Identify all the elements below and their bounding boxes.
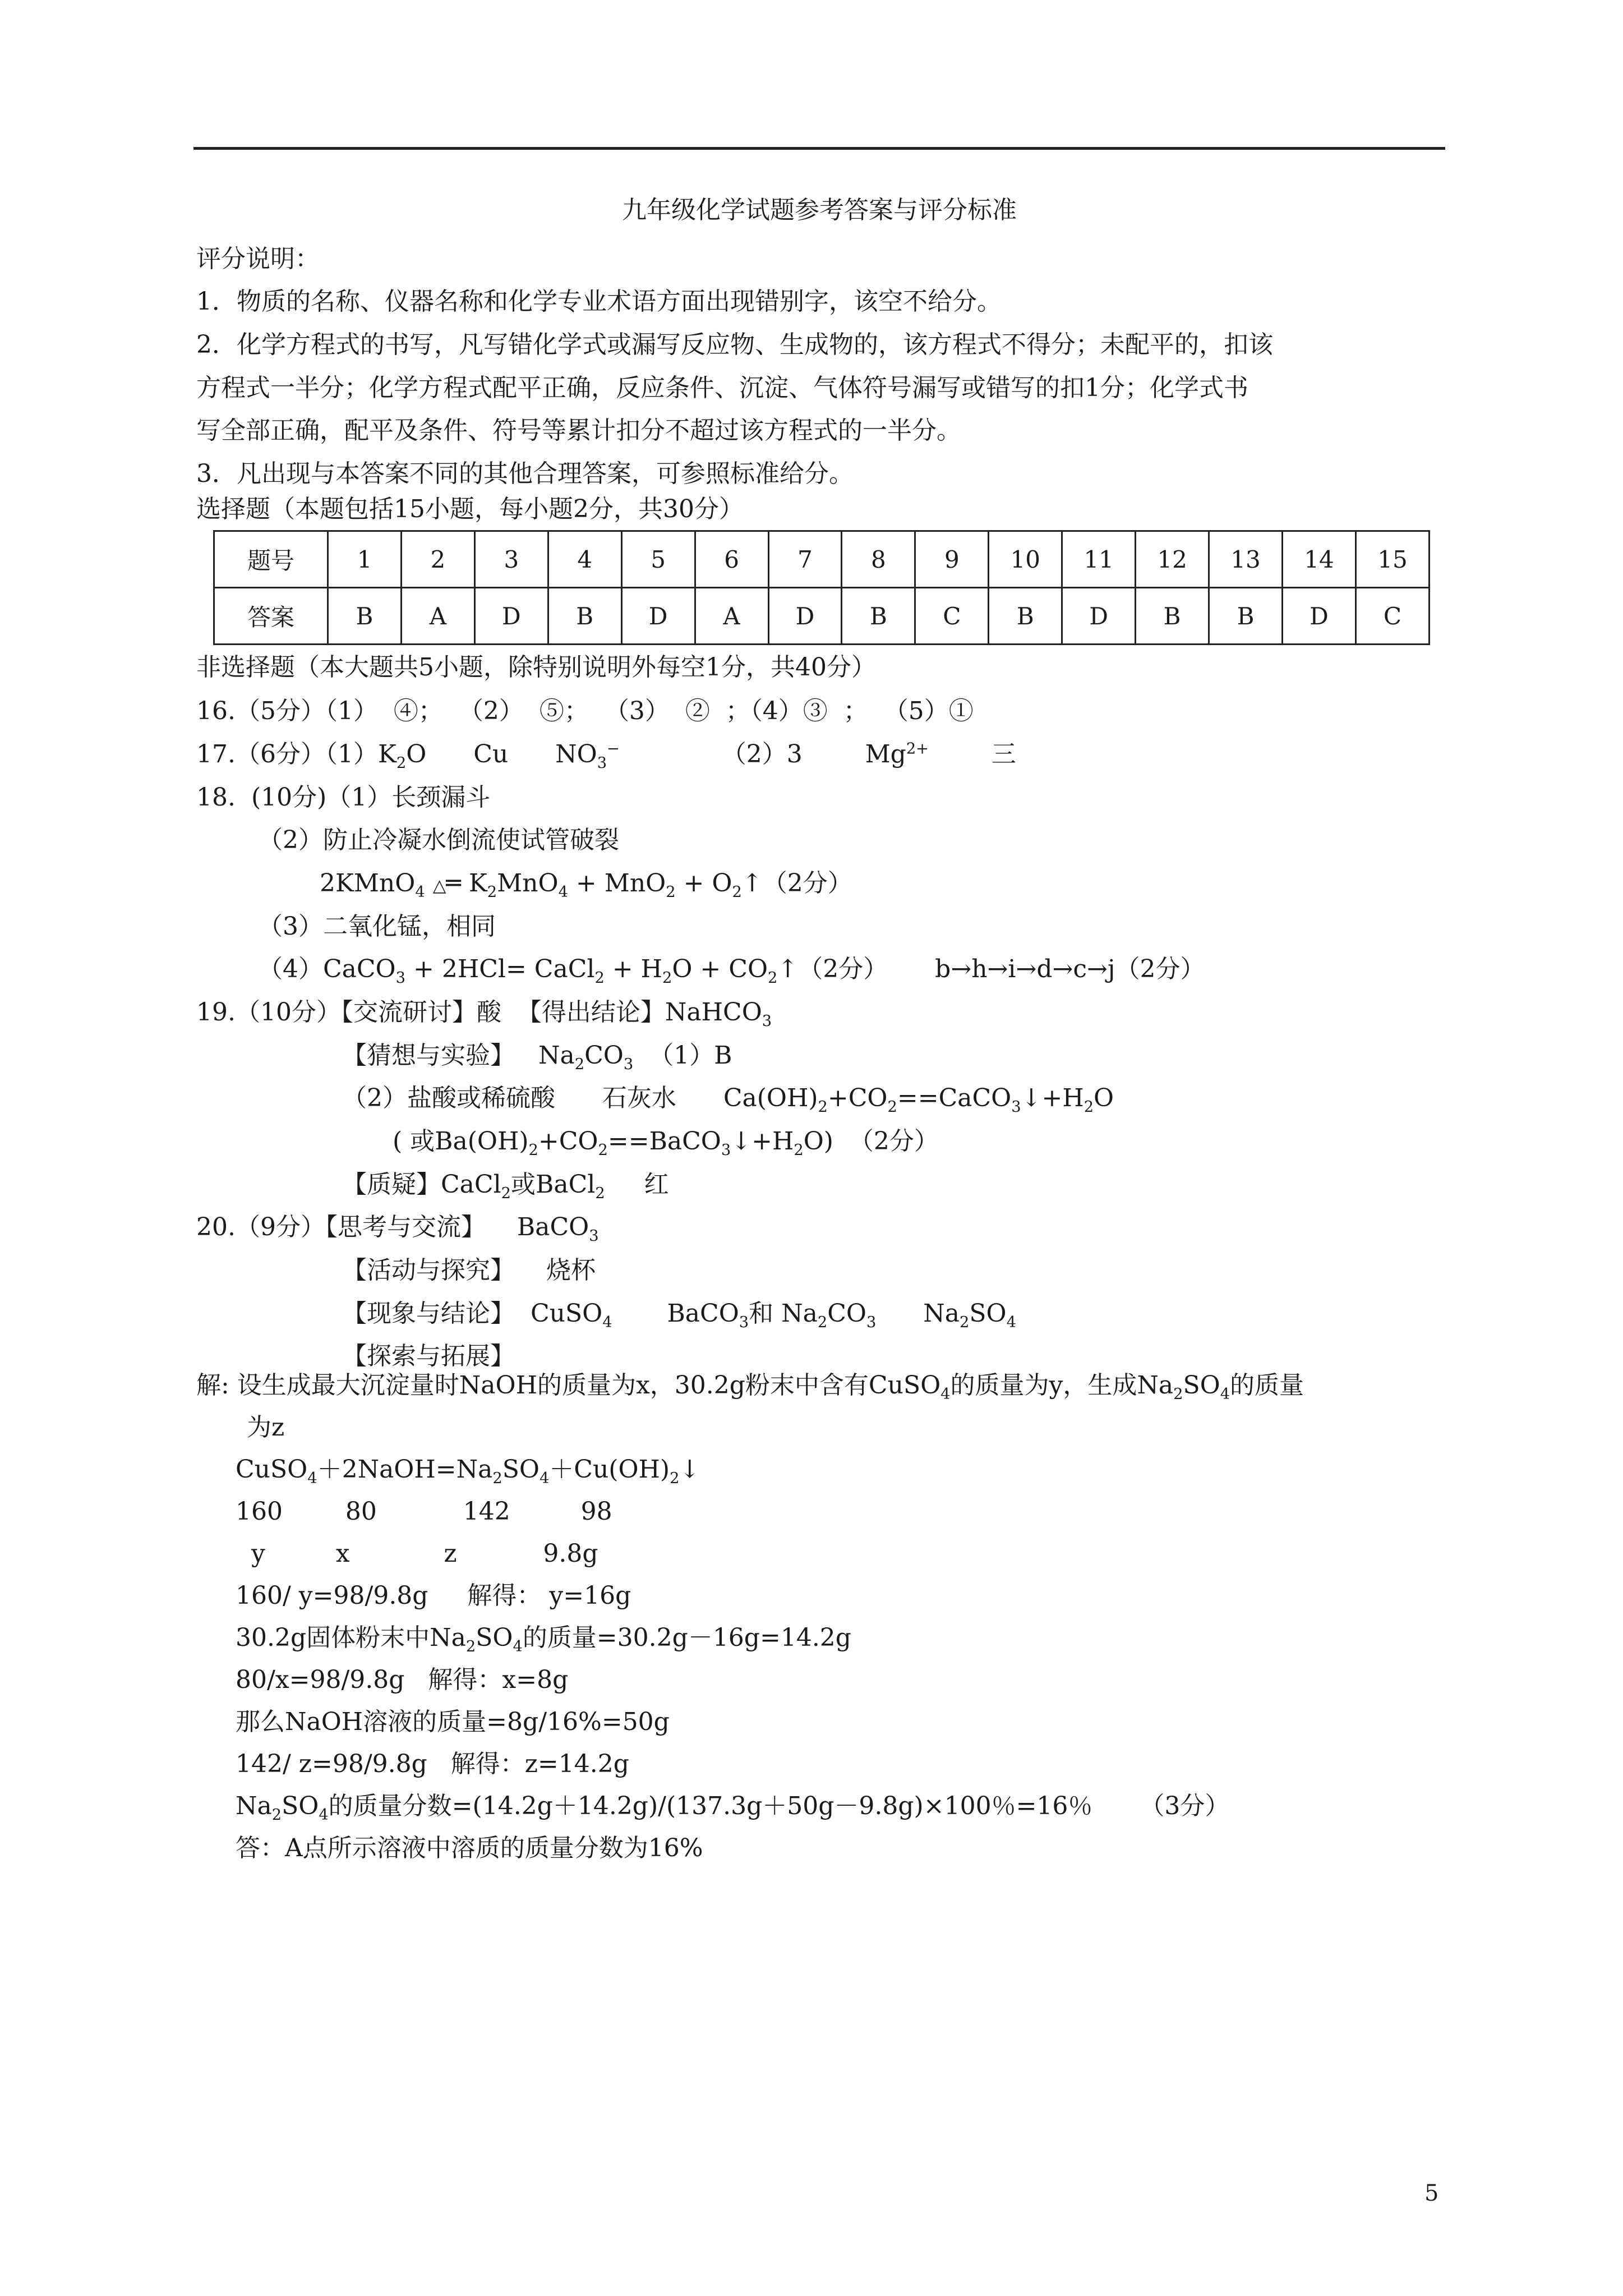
answer-cell: B	[1209, 588, 1283, 645]
text-line: 19.（10分）【交流研讨】酸 【得出结论】NaHCO$_3$	[196, 998, 772, 1030]
question-number-cell: 15	[1355, 531, 1429, 588]
text-line: 160 80 142 98	[236, 1497, 612, 1526]
text-line: 【探索与拓展】	[342, 1342, 515, 1370]
question-number-cell: 4	[548, 531, 621, 588]
text-line: 2KMnO$_4$ △═ $K_2MnO_4 + MnO_2$ + $O_2↑(2$分）	[320, 869, 852, 901]
text-line: （4）CaCO$_3$ + 2HCl= CaCl$_2$ + $H_2O$ + $CO_2↑(2$分） b→h→i→d→c→j（2分）	[258, 955, 1205, 987]
table-row-answers	[214, 588, 1430, 645]
choice-answer-table	[213, 530, 1430, 645]
question-number-cell: 8	[842, 531, 915, 588]
header-rule	[193, 147, 1445, 150]
question-number-cell: 10	[989, 531, 1062, 588]
text-line: y x z 9.8g	[236, 1539, 598, 1568]
text-line: （2）防止冷凝水倒流使试管破裂	[258, 826, 619, 854]
text-line: 【猜想与实验】 $Na_2CO_3$ （1）B	[342, 1041, 732, 1073]
question-number-cell: 14	[1282, 531, 1355, 588]
answer-cell: B	[842, 588, 915, 645]
text-line: 为z	[247, 1413, 285, 1442]
question-number-cell: 3	[474, 531, 548, 588]
question-number-cell: 12	[1136, 531, 1209, 588]
text-line: 142/ z=98/9.8g 解得：z=14.2g	[236, 1750, 629, 1778]
question-number-cell: 1	[328, 531, 402, 588]
text-line: $Na_2SO_4$的质量分数=(14.2g＋14.2g)/(137.3g＋50g－9.8g)×100％=16％ （3分）	[236, 1792, 1230, 1824]
text-line: ( 或$Ba(OH)_2+CO_2==BaCO_3↓+H_2O$) （2分）	[393, 1127, 939, 1159]
question-number-cell: 2	[401, 531, 474, 588]
answer-cell: B	[1136, 588, 1209, 645]
answer-cell: B	[989, 588, 1062, 645]
answer-cell: D	[768, 588, 842, 645]
answer-cell: C	[1355, 588, 1429, 645]
page-number: 5	[1424, 2180, 1439, 2206]
answer-cell: A	[695, 588, 768, 645]
answer-cell: D	[1062, 588, 1136, 645]
text-line: 2．化学方程式的书写，凡写错化学式或漏写反应物、生成物的，该方程式不得分；未配平的，扣该	[196, 330, 1273, 359]
row-label-number: 题号	[214, 531, 328, 588]
question-number-cell: 6	[695, 531, 768, 588]
question-number-cell: 9	[915, 531, 989, 588]
text-line: 80/x=98/9.8g 解得：x=8g	[236, 1665, 569, 1694]
text-line: 【活动与探究】 烧杯	[342, 1256, 596, 1285]
text-line: 16.（5分）（1） ④； （2） ⑤； （3） ② ；（4）③ ； （5）①	[196, 697, 974, 725]
answer-cell: D	[474, 588, 548, 645]
answer-cell: A	[401, 588, 474, 645]
text-line: 【现象与结论】 CuSO$_4$ BaCO$_3$和 $Na_2CO_3$ $Na_2SO_4$	[342, 1299, 1016, 1331]
question-number-cell: 13	[1209, 531, 1283, 588]
text-line: 解: 设生成最大沉淀量时NaOH的质量为x，30.2g粉末中含有CuSO$_4$的质量为y，生成$Na_2SO_4$的质量	[196, 1371, 1304, 1403]
row-label-answer: 答案	[214, 588, 328, 645]
text-line: 3．凡出现与本答案不同的其他合理答案，可参照标准给分。	[196, 459, 854, 488]
answer-cell: D	[1282, 588, 1355, 645]
text-line: 30.2g固体粉末中$Na_2SO_4$的质量=30.2g－16g=14.2g	[236, 1623, 851, 1655]
text-line: （2）盐酸或稀硫酸 石灰水 $Ca(OH)_2+CO_2==CaCO_3↓+H_2O$	[342, 1084, 1114, 1116]
question-number-cell: 7	[768, 531, 842, 588]
text-line: 选择题（本题包括15小题，每小题2分，共30分）	[196, 495, 744, 523]
text-line: 【质疑】CaCl$_2$或BaCl$_2$ 红	[342, 1170, 669, 1202]
question-number-cell: 5	[621, 531, 695, 588]
answer-cell: B	[548, 588, 621, 645]
text-line: $CuSO_4+2NaOH=Na_2SO_4+Cu(OH)_2↓$	[236, 1455, 700, 1487]
text-line: 17.（6分）$(1)K_2O$ Cu $NO_3^-$ （2）3 $Mg^{2+}$ 三	[196, 740, 1016, 772]
text-line: 写全部正确，配平及条件、符号等累计扣分不超过该方程式的一半分。	[196, 416, 961, 445]
text-line: 非选择题（本大题共5小题，除特别说明外每空1分，共40分）	[196, 653, 876, 682]
text-line: 1．物质的名称、仪器名称和化学专业术语方面出现错别字，该空不给分。	[196, 287, 1002, 316]
page-title: 九年级化学试题参考答案与评分标准	[622, 196, 1017, 224]
text-line: 评分说明：	[196, 245, 320, 273]
text-line: 方程式一半分；化学方程式配平正确，反应条件、沉淀、气体符号漏写或错写的扣1分；化学式书	[196, 374, 1248, 402]
text-line: （3）二氧化锰，相同	[258, 912, 496, 941]
text-line: 18. (10分)（1）长颈漏斗	[196, 783, 491, 812]
answer-cell: C	[915, 588, 989, 645]
text-line: 20.（9分）【思考与交流】 BaCO$_3$	[196, 1213, 599, 1245]
answer-cell: D	[621, 588, 695, 645]
answer-cell: B	[328, 588, 402, 645]
text-line: 答：A点所示溶液中溶质的质量分数为16%	[236, 1834, 703, 1862]
text-line: 那么NaOH溶液的质量=8g/16%=50g	[236, 1708, 670, 1736]
question-number-cell: 11	[1062, 531, 1136, 588]
text-line: 160/ y=98/9.8g 解得： y=16g	[236, 1581, 631, 1610]
table-row-numbers	[214, 531, 1430, 588]
